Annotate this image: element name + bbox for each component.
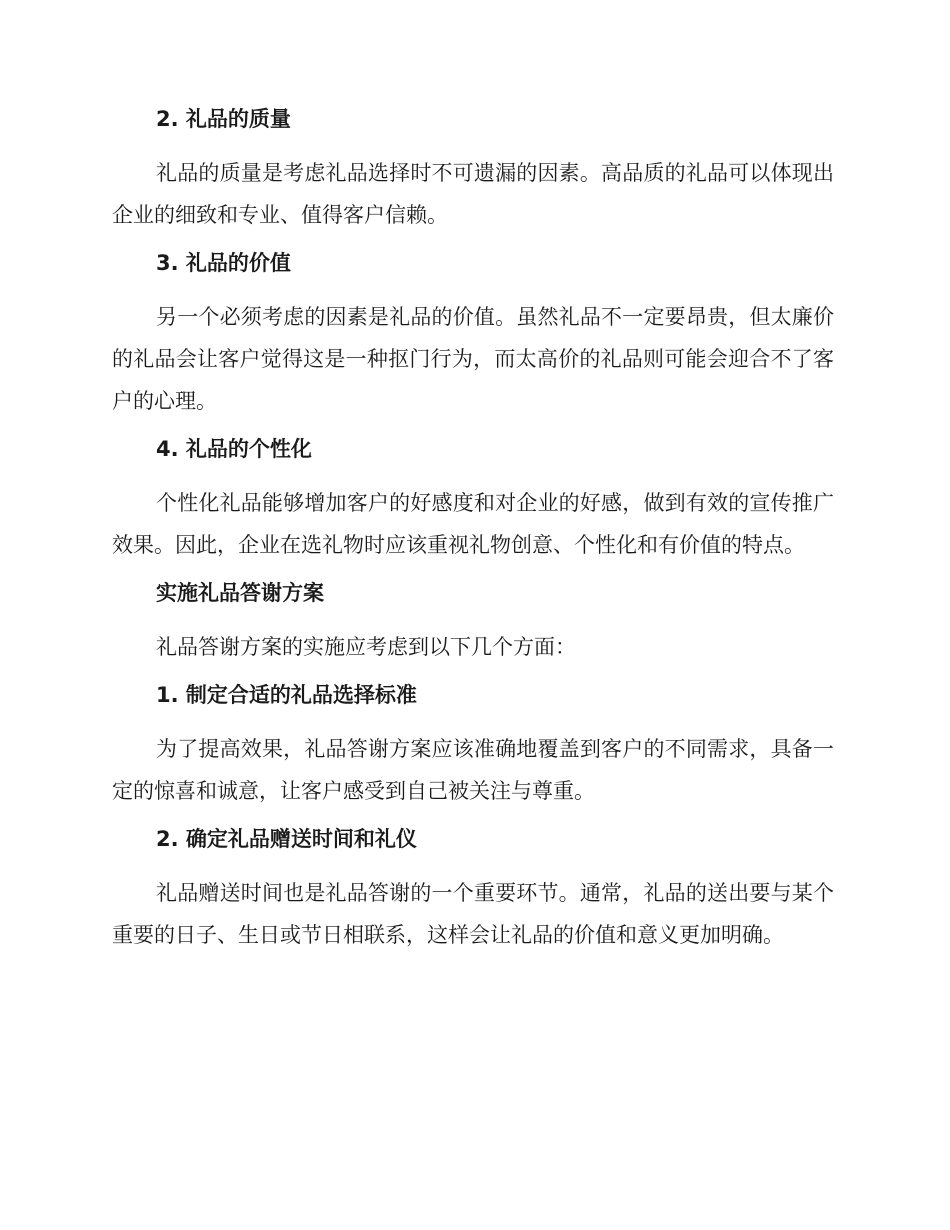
- paragraph-implementation-intro: 礼品答谢方案的实施应考虑到以下几个方面：: [156, 635, 576, 659]
- paragraph-timing-etiquette: 礼品赠送时间也是礼品答谢的一个重要环节。通常，礼品的送出要与某个重要的日子、生日或节日相联系，这样会让礼品的价值和意义更加明确。: [112, 881, 834, 947]
- paragraph-personalization: 个性化礼品能够增加客户的好感度和对企业的好感，做到有效的宣传推广效果。因此，企业在选礼物时应该重视礼物创意、个性化和有价值的特点。: [112, 491, 834, 557]
- paragraph-quality: 礼品的质量是考虑礼品选择时不可遗漏的因素。高品质的礼品可以体现出企业的细致和专业、值得客户信赖。: [112, 161, 834, 227]
- paragraph-selection-criteria: 为了提高效果，礼品答谢方案应该准确地覆盖到客户的不同需求，具备一定的惊喜和诚意，让客户感受到自己被关注与尊重。: [112, 737, 834, 803]
- section-heading-personalization: 4. 礼品的个性化: [156, 437, 312, 461]
- section-heading-value: 3. 礼品的价值: [156, 251, 291, 275]
- document-page: [112, 104, 834, 968]
- section-heading-timing-etiquette: 2. 确定礼品赠送时间和礼仪: [156, 827, 417, 851]
- section-heading-implementation: 实施礼品答谢方案: [156, 581, 324, 605]
- paragraph-value: 另一个必须考虑的因素是礼品的价值。虽然礼品不一定要昂贵，但太廉价的礼品会让客户觉得这是一种抠门行为，而太高价的礼品则可能会迎合不了客户的心理。: [112, 305, 834, 413]
- section-heading-quality: 2. 礼品的质量: [156, 107, 291, 131]
- section-heading-selection-criteria: 1. 制定合适的礼品选择标准: [156, 683, 417, 707]
